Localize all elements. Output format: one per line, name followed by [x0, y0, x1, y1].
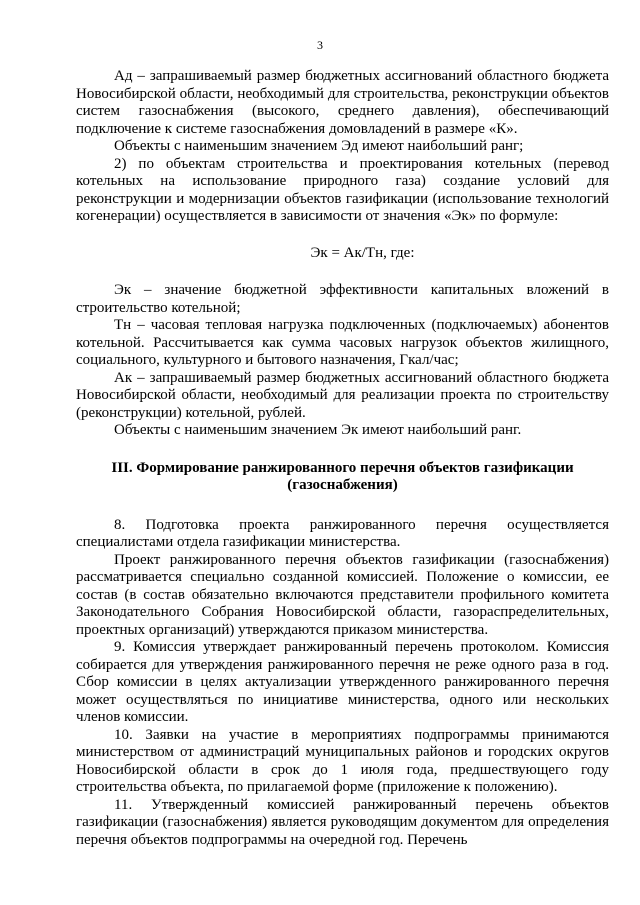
formula: Эк = Ак/Тн, где:: [310, 244, 415, 261]
paragraph-ed-rank: Объекты с наименьшим значением Эд имеют наибольший ранг;: [114, 138, 524, 154]
paragraph-ak-definition: Ак – запрашиваемый размер бюджетных ассигнований областного бюджета Новосибирской области, необходимый для реализации проекта по строительству (реконструкции) котельной, рублей.: [76, 369, 609, 421]
paragraph-item-8: 8. Подготовка проекта ранжированного перечня осуществляется специалистами отдела газификации министерства.: [76, 516, 609, 550]
paragraph-tn-definition: Тн – часовая тепловая нагрузка подключенных (подключаемых) абонентов котельной. Рассчитывается как сумма часовых нагрузок объектов жилищного, социального, культурного и бытового назначения, Гкал/час;: [76, 317, 609, 368]
section-heading: III. Формирование ранжированного перечня объектов газификации (газоснабжения): [111, 459, 574, 493]
paragraph-boiler-criteria: 2) по объектам строительства и проектирования котельных (перевод котельных на использование природного газа) создание условий для реконструкции и модернизации объектов газификации (использование технологий когенерации) осуществляется в зависимости от значения «Эк» по формуле:: [76, 155, 609, 224]
document-body: [76, 68, 609, 849]
paragraph-commission: Проект ранжированного перечня объектов газификации (газоснабжения) рассматривается специально созданной комиссией. Положение о комиссии, ее состав (в состав обязательно включаются представители профильного комитета Законодательного Собрания Новосибирской области, газораспределительных, проектных организаций) утверждаются приказом министерства.: [76, 551, 609, 638]
paragraph-item-10: 10. Заявки на участие в мероприятиях подпрограммы принимаются министерством от администраций муниципальных районов и городских округов Новосибирской области в срок до 1 июля года, предшествующего году строительства объекта, по прилагаемой форме (приложение к положению).: [76, 726, 609, 795]
paragraph-item-9: 9. Комиссия утверждает ранжированный перечень протоколом. Комиссия собирается для утверждения ранжированного перечня не реже одного раза в год. Сбор комиссии в целях актуализации утвержденного ранжированного перечня может осуществляться по инициативе министерства, одного или нескольких членов комиссии.: [76, 639, 609, 725]
paragraph-ek-rank: Объекты с наименьшим значением Эк имеют наибольший ранг.: [114, 422, 522, 438]
paragraph-ad-definition: Ад – запрашиваемый размер бюджетных ассигнований областного бюджета Новосибирской области, необходимый для строительства, реконструкции объектов систем газоснабжения (высокого, среднего давления), обеспечивающий подключение к системе газоснабжения домовладений в размере «К».: [76, 68, 609, 137]
paragraph-ek-definition: Эк – значение бюджетной эффективности капитальных вложений в строительство котельной;: [76, 282, 609, 316]
paragraph-item-11: 11. Утвержденный комиссией ранжированный перечень объектов газификации (газоснабжения) является руководящим документом для определения перечня объектов подпрограммы на очередной год. Перечень: [76, 796, 609, 848]
page-number: 3: [317, 38, 323, 52]
